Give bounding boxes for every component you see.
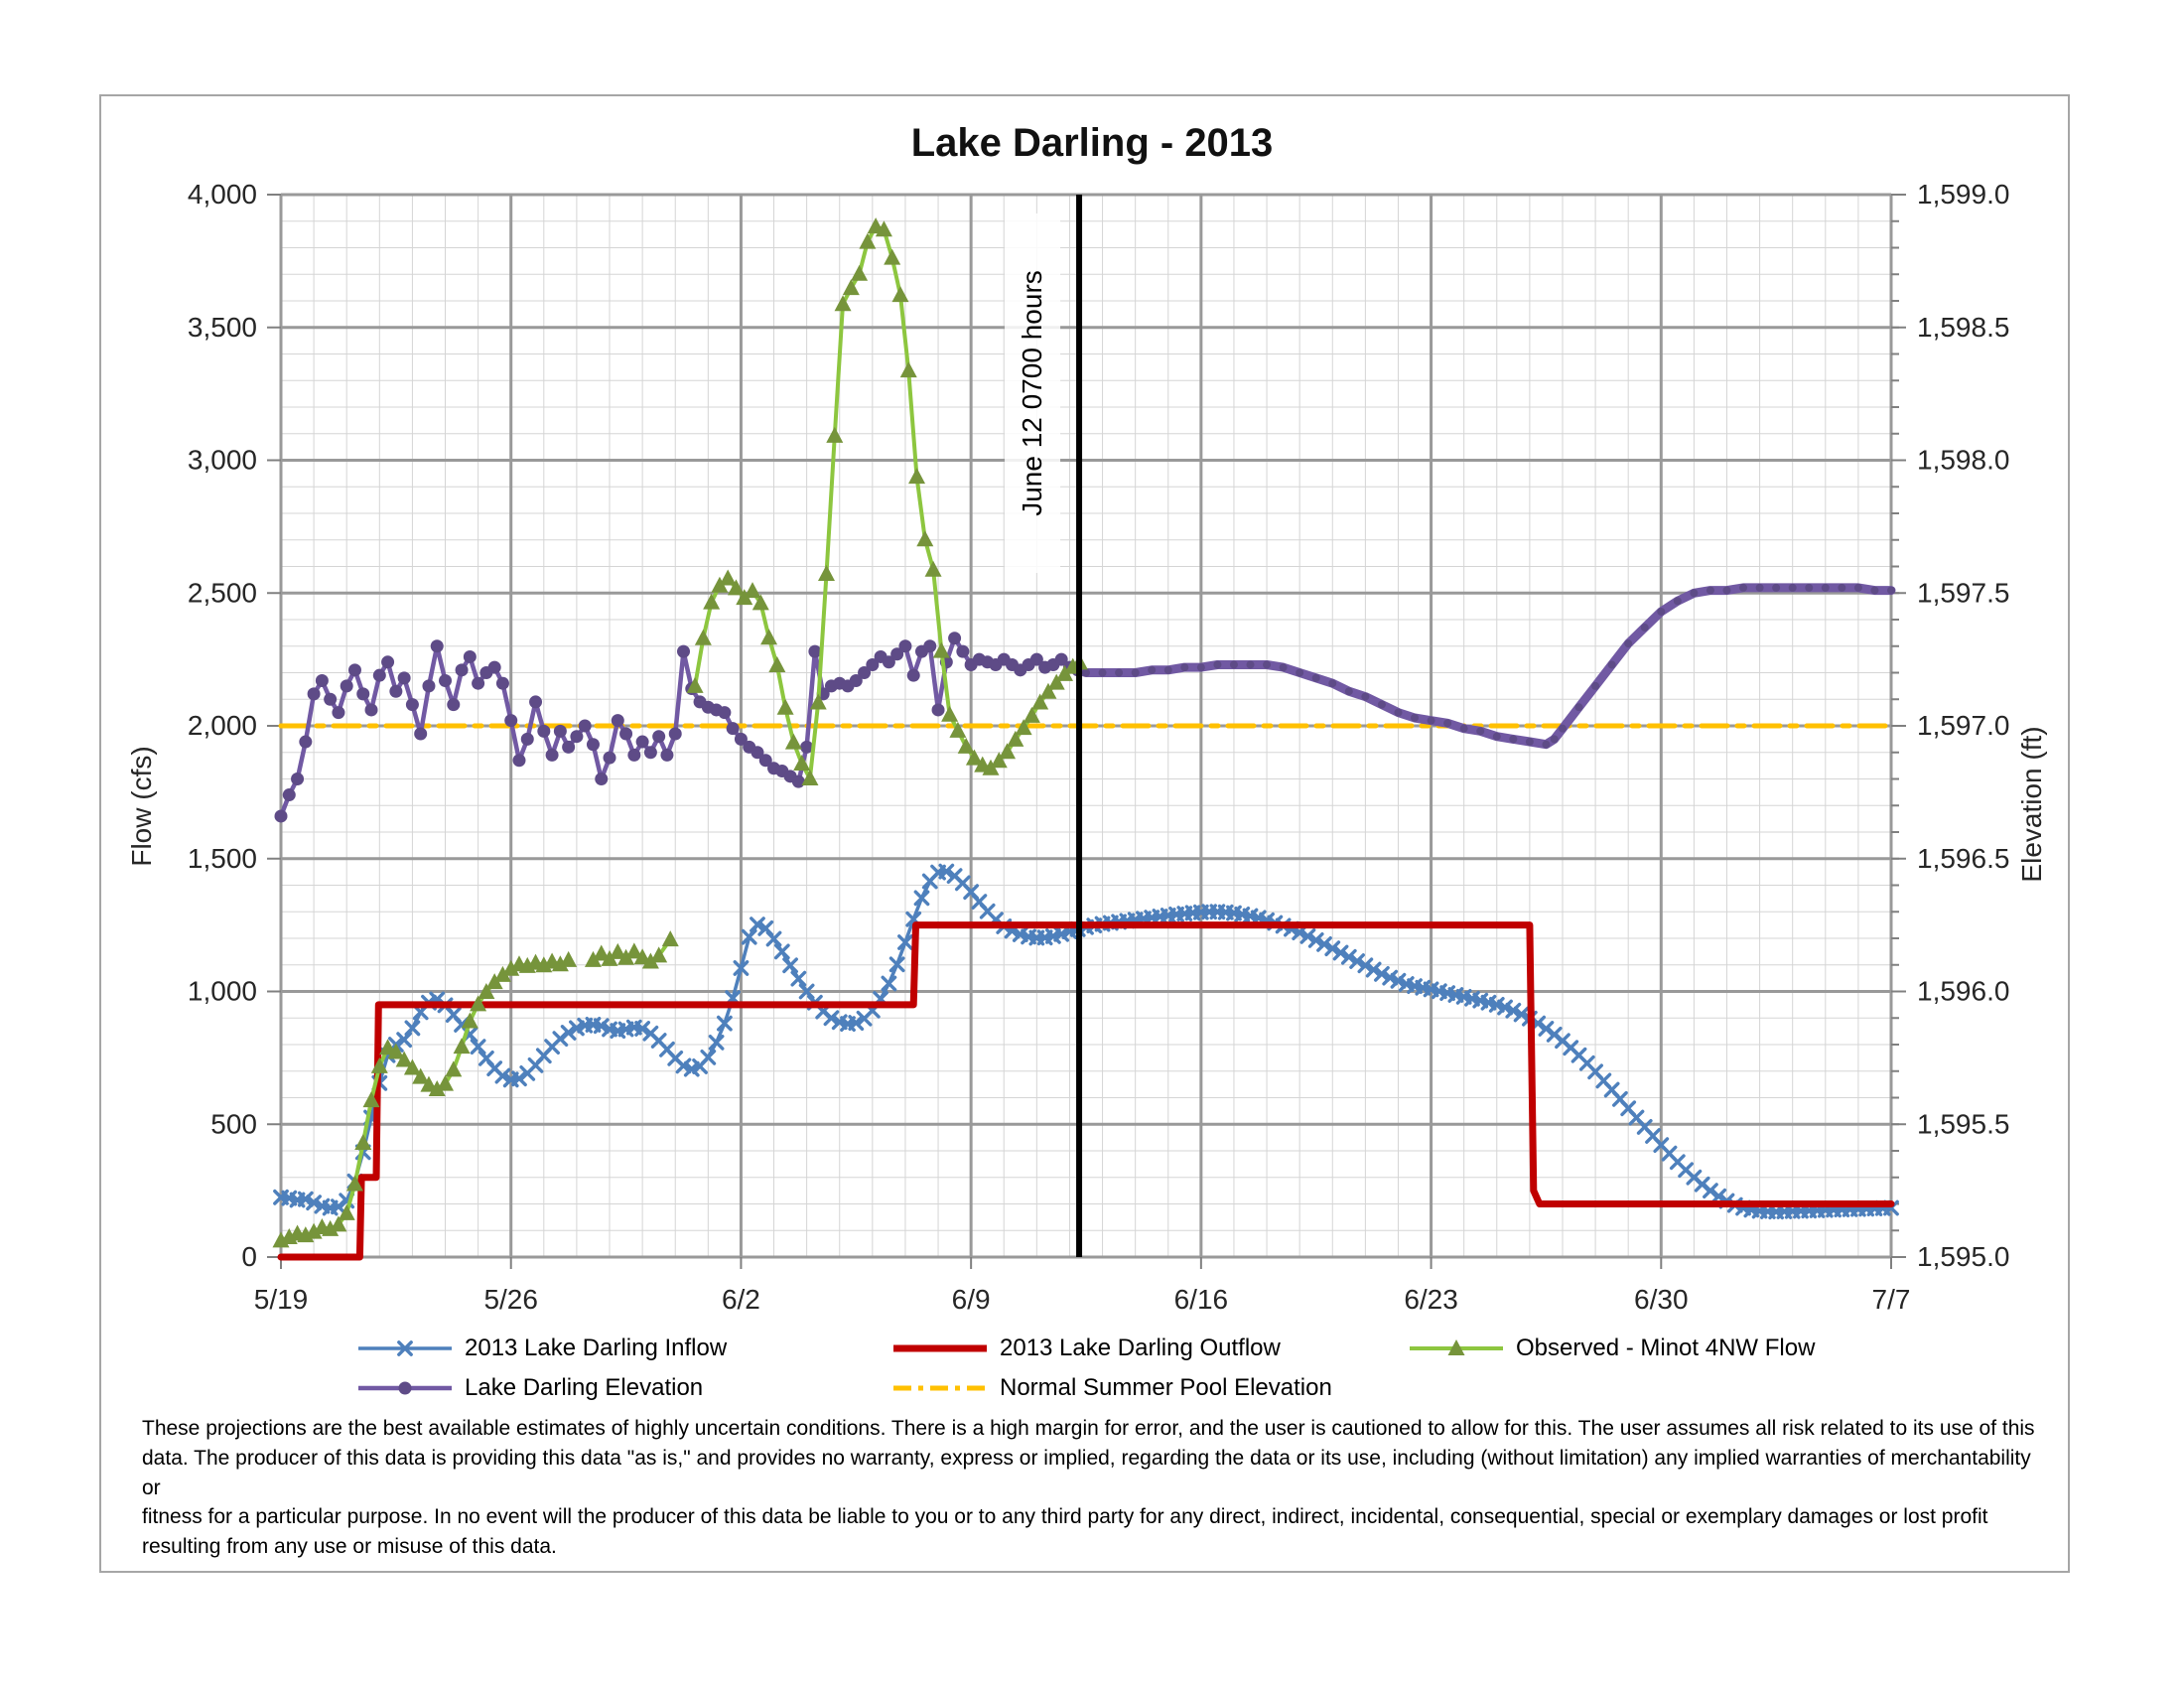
svg-text:2,000: 2,000 [187,710,257,741]
svg-text:1,597.0: 1,597.0 [1917,710,2010,741]
legend-item-normal-pool [890,1371,1332,1405]
svg-text:1,595.5: 1,595.5 [1917,1108,2010,1140]
legend-label-elevation: Lake Darling Elevation [465,1374,704,1401]
svg-text:6/16: 6/16 [1173,1284,1229,1315]
svg-text:1,596.5: 1,596.5 [1917,842,2010,874]
legend-item-inflow [355,1332,727,1365]
svg-text:6/23: 6/23 [1404,1284,1458,1315]
legend-item-elevation [355,1371,703,1405]
svg-text:1,597.5: 1,597.5 [1917,577,2010,609]
normal-pool-dashdot-line-icon [890,1372,990,1404]
svg-text:3,000: 3,000 [187,444,257,476]
svg-text:4,000: 4,000 [187,179,257,210]
x-tick-labels [254,1284,1911,1315]
svg-text:1,598.0: 1,598.0 [1917,444,2010,476]
minot-flow-triangle-marker-icon [1407,1333,1506,1364]
series-inflow [275,865,1897,1217]
svg-text:1,595.0: 1,595.0 [1917,1241,2010,1272]
svg-text:0: 0 [241,1241,257,1272]
legend-label-inflow: 2013 Lake Darling Inflow [465,1335,728,1361]
svg-text:6/9: 6/9 [951,1284,991,1315]
y-right-tick-labels [1917,179,2009,1272]
legend-label-minot-flow: Observed - Minot 4NW Flow [1516,1335,1816,1361]
disclaimer-line: resulting from any use or misuse of this data. [142,1535,557,1559]
svg-text:1,599.0: 1,599.0 [1917,179,2010,210]
chart-title: Lake Darling - 2013 [910,121,1274,165]
y-right-axis-title: Elevation (ft) [2016,726,2047,883]
legend-label-outflow: 2013 Lake Darling Outflow [1000,1335,1281,1361]
y-left-axis-title: Flow (cfs) [126,746,157,867]
y-left-tick-labels [188,179,257,1272]
disclaimer-line: fitness for a particular purpose. In no event will the producer of this data be liable to you or to any third party for any direct, indirect, incidental, consequential, special or exemplary damages or lost profit [142,1505,1988,1529]
svg-text:6/30: 6/30 [1634,1284,1689,1315]
outflow-line-icon [890,1333,990,1364]
disclaimer-text [142,1414,2053,1562]
legend-label-normal-pool: Normal Summer Pool Elevation [1000,1374,1332,1401]
svg-text:1,598.5: 1,598.5 [1917,311,2010,343]
svg-text:5/26: 5/26 [483,1284,538,1315]
svg-text:1,500: 1,500 [187,842,257,874]
disclaimer-line: These projections are the best available estimates of highly uncertain conditions. There is a high margin for error, and the user is cautioned to allow for this. The user assumes all risk related to its use of this [142,1417,2035,1440]
legend-item-minot-flow [1407,1332,1815,1365]
svg-text:500: 500 [210,1108,257,1140]
svg-text:1,596.0: 1,596.0 [1917,975,2010,1007]
elevation-line-circle-marker-icon [355,1372,455,1404]
disclaimer-line: data. The producer of this data is providing this data "as is," and provides no warranty, express or implied, regarding the data or its use, including (without limitation) any implied warranties of merchantability or [142,1446,2031,1499]
june12-label: June 12 0700 hours [1017,270,1048,516]
svg-text:3,500: 3,500 [187,311,257,343]
series-outflow [281,925,1891,1257]
svg-text:1,000: 1,000 [187,975,257,1007]
svg-text:2,500: 2,500 [187,577,257,609]
svg-text:5/19: 5/19 [253,1284,309,1315]
svg-text:7/7: 7/7 [1871,1284,1911,1315]
inflow-line-x-marker-icon [355,1333,455,1364]
svg-text:6/2: 6/2 [721,1284,760,1315]
legend-item-outflow [890,1332,1281,1365]
